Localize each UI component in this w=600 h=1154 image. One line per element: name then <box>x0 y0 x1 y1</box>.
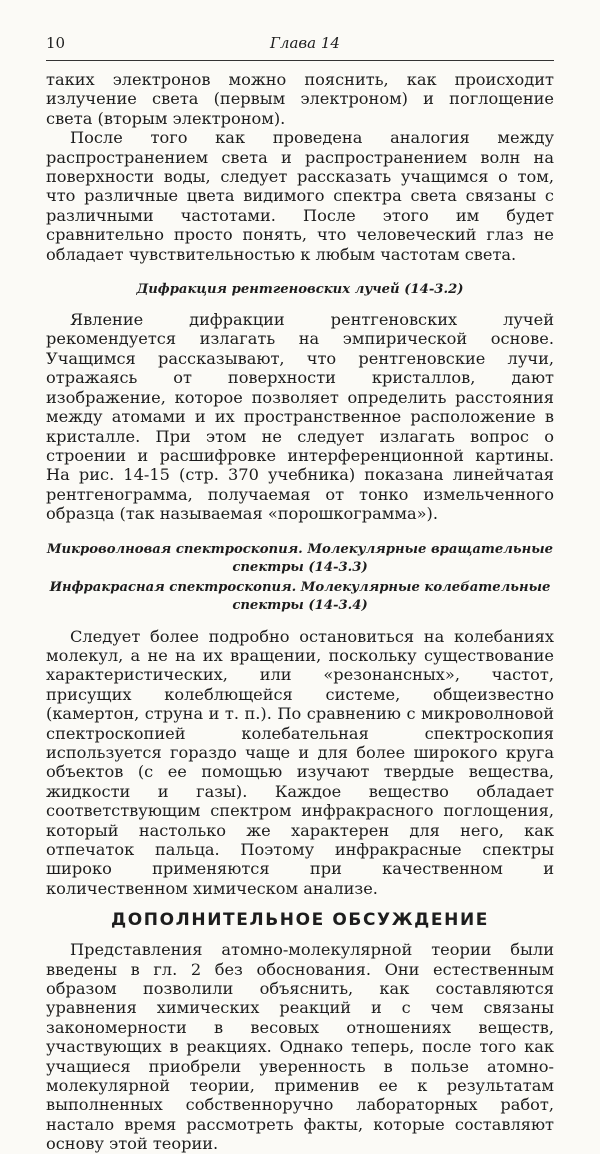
subheading-microwave-spectroscopy: Микроволновая спектроскопия. Молекулярные вращательные спектры (14-3.3) <box>46 541 554 575</box>
running-header <box>46 34 556 54</box>
paragraph-atomic-theory: Представления атомно-молекулярной теории были введены в гл. 2 без обоснования. Они естественным образом позволили объяснить, как составляются уравнения химических реакций и с чем связаны закономерности в весовых отношениях веществ, участвующих в реакциях. Однако теперь, после того как учащиеся приобрели уверенность в пользе атомно-молекулярной теории, применив ее к результатам выполненных собственноручно лабораторных работ, настало время рассмотреть факты, которые составляют основу этой теории. <box>46 940 554 1154</box>
page-body <box>46 70 554 1154</box>
section-title: ДОПОЛНИТЕЛЬНОЕ ОБСУЖДЕНИЕ <box>111 910 489 931</box>
subheading-xray-diffraction: Дифракция рентгеновских лучей (14-3.2) <box>136 282 464 298</box>
paragraph-light-waves: После того как проведена аналогия между распространением света и распространением волн на поверхности воды, следует рассказать учащимся о том, что различные цвета видимого спектра света связаны с различными частотами. После этого им будет сравнительно просто понять, что человеческий глаз не обладает чувствительностью к любым частотам света. <box>46 128 554 264</box>
chapter-title: Глава 14 <box>270 34 340 52</box>
header-rule <box>46 60 554 61</box>
subheading-infrared-spectroscopy: Инфракрасная спектроскопия. Молекулярные колебательные спектры (14-3.4) <box>49 579 551 613</box>
paragraph-vibrational-spectra: Следует более подробно остановиться на колебаниях молекул, а не на их вращении, поскольку существование характеристических, или «резонансных», частот, присущих колеблющейся системе, общеизвестно (камертон, струна и т. п.). По сравнению с микроволновой спектроскопией колебательная спектроскопия используется гораздо чаще и для более широкого круга объектов (с ее помощью изучают твердые вещества, жидкости и газы). Каждое вещество обладает соответствующим спектром инфракрасного поглощения, который настолько же характерен для него, как отпечаток пальца. Поэтому инфракрасные спектры широко применяются при качественном и количественном химическом анализе. <box>46 626 554 898</box>
paragraph-continued: таких электронов можно пояснить, как происходит излучение света (первым электроном) и поглощение света (вторым электроном). <box>46 70 554 128</box>
paragraph-xray-diffraction: Явление дифракции рентгеновских лучей рекомендуется излагать на эмпирической основе. Учащимся рассказывают, что рентгеновские лучи, отражаясь от поверхности кристаллов, дают изображение, которое позволяет определить расстояния между атомами и их пространственное расположение в кристалле. При этом не следует излагать вопрос о строении и расшифровке интерференционной картины. На рис. 14-15 (стр. 370 учебника) показана линейчатая рентгенограмма, получаемая от тонко измельченного образца (так называемая «порошкограмма»). <box>46 310 554 524</box>
page-number: 10 <box>46 34 66 52</box>
